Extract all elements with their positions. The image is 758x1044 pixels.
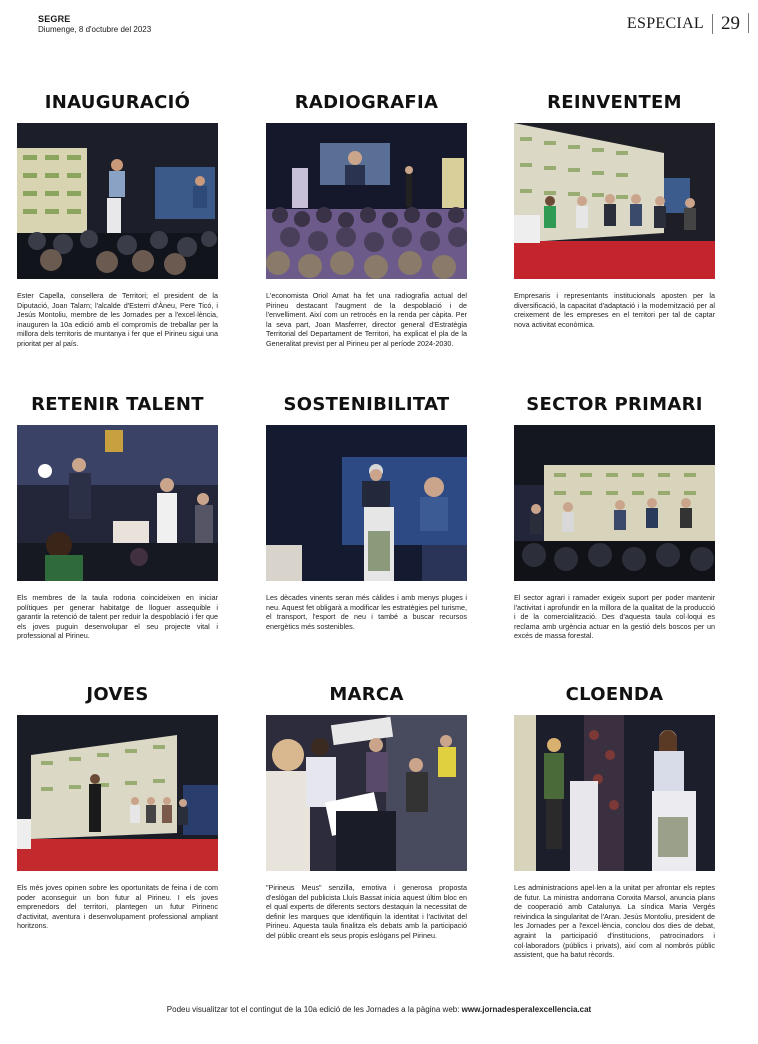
photo-sector-primari	[514, 425, 715, 581]
article-inauguracio	[17, 92, 218, 348]
section-label: ESPECIAL	[626, 15, 704, 32]
article-title: REINVENTEM	[547, 92, 682, 113]
article-retenir-talent	[17, 394, 218, 641]
article-caption: "Pirineus Meus" senzilla, emotiva i generosa proposta d'eslògan del publicista Lluís Bassat inicia aquest últim bloc en el qual experts de diferents sectors destaquin la necessitat de definir les marques que identifiquin la identitat i l'activitat del Pirineu. Aquesta taula finalitza els debats amb la participació del públic creant els seus propis eslògans pel Pirineu.	[266, 883, 467, 940]
article-title: MARCA	[329, 684, 404, 705]
right-rule	[748, 13, 749, 33]
photo-radiografia	[266, 123, 467, 279]
photo-inauguracio	[17, 123, 218, 279]
article-caption: Empresaris i representants institucionals aposten per la diversificació, la capacitat d'adaptació i la modernització per al creixement de les empreses en el territori per tal de captar nova activitat econòmica.	[514, 291, 715, 329]
publication-name: SEGRE	[38, 14, 71, 24]
article-title: CLOENDA	[565, 684, 664, 705]
footer-url[interactable]: www.jornadesperalexcellencia.cat	[461, 1005, 592, 1014]
publication-date: Diumenge, 8 d'octubre del 2023	[38, 25, 152, 34]
article-sector-primari	[514, 394, 715, 641]
article-title: RADIOGRAFIA	[294, 92, 439, 113]
article-caption: Ester Capella, consellera de Territori; el president de la Diputació, Joan Talarn; l'alcalde d'Esterri d'Àneu, Pere Ticó, i Jesús Montoliu, membre de les Jornades per a l'excel·lència, inauguren la 10a edició amb el compromís de treballar per la millora dels territoris de muntanya i fer que el Pirineu sigui una prioritat per al país.	[17, 291, 218, 348]
article-caption: L'economista Oriol Amat ha fet una radiografia actual del Pirineu destacant l'augment de la despoblació i de l'envelliment. Així com un retrocés en la renda per càpita. Per la seva part, Joan Masferrer, director general d'Estratègia Territorial del Departament de Territori, ha explicat el pla de la Generalitat previst per al Pirineu per al període 2024-2030.	[266, 291, 467, 348]
article-joves	[17, 684, 218, 931]
article-marca	[266, 684, 467, 940]
article-caption: Les dècades vinents seran més càlides i amb menys pluges i neu. Aquest fet obligarà a modificar les estratègies pel turisme, el transport, l'esport de neu i també a buscar recursos energètics més sostenibles.	[266, 593, 467, 631]
masthead	[38, 14, 151, 34]
article-title: SECTOR PRIMARI	[526, 394, 703, 415]
article-title: JOVES	[86, 684, 149, 705]
article-sostenibilitat	[266, 394, 467, 631]
footer-text: Podeu visualitzar tot el contingut de la 10a edició de les Jornades a la pàgina web:	[166, 1005, 462, 1014]
footer-note	[0, 1005, 758, 1014]
photo-joves	[17, 715, 218, 871]
photo-marca	[266, 715, 467, 871]
article-title: SOSTENIBILITAT	[283, 394, 450, 415]
photo-sostenibilitat	[266, 425, 467, 581]
article-cloenda	[514, 684, 715, 960]
article-reinventem	[514, 92, 715, 329]
article-caption: Les administracions apel·len a la unitat per afrontar els reptes de futur. La ministra andorrana Conxita Marsol, anuncia plans de cooperació amb Catalunya. La síndica Maria Vergés reivindica la singularitat de l'Aran. Jesús Montoliu, president de les Jornades per a l'excel·lència, conclou dos dies de debat, agraint la participació d'institucions, patrocinadors i col·laboradors (públics i privats), així com al nombrós públic assistent, que ha batut rècords.	[514, 883, 715, 960]
article-caption: Els més joves opinen sobre les oportunitats de feina i de com poder aconseguir un bon futur al Pirineu. I els joves emprenedors del territori, plantegen un futur Pirinenc d'activitat, aventura i desenvolupament professional ampliant horitzons.	[17, 883, 218, 931]
section-header	[627, 13, 740, 35]
article-title: INAUGURACIÓ	[44, 92, 191, 113]
article-title: RETENIR TALENT	[31, 394, 204, 415]
photo-retenir-talent	[17, 425, 218, 581]
photo-cloenda	[514, 715, 715, 871]
page-number: 29	[721, 13, 740, 34]
section-divider	[712, 14, 713, 34]
article-caption: El sector agrari i ramader exigeix suport per poder mantenir l'activitat i aprofundir en la millora de la qualitat de la producció i de la comercialització. Des d'aquesta taula col·loqui es reclama amb urgència actuar en la gestió dels boscos per un excés de massa forestal.	[514, 593, 715, 641]
article-radiografia	[266, 92, 467, 348]
article-caption: Els membres de la taula rodona coincideixen en iniciar polítiques per generar habitatge de lloguer assequible i garantir la retenció de talent per reduir la despoblació i fer que els joves puguin desenvolupar el seu projecte vital i professional al Pirineu.	[17, 593, 218, 641]
photo-reinventem	[514, 123, 715, 279]
